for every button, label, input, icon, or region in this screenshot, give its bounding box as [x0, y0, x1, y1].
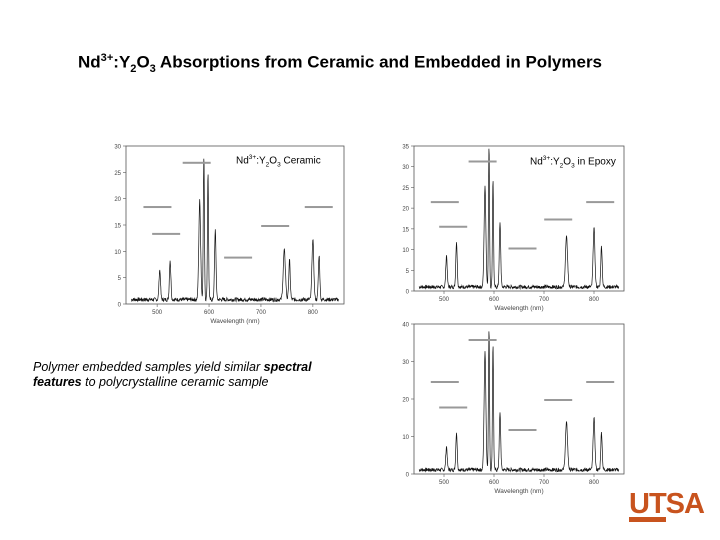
transition-annotation — [431, 201, 459, 203]
transition-annotation — [544, 219, 572, 221]
transition-annotation — [261, 225, 289, 227]
x-tick-label: 600 — [204, 310, 215, 316]
epoxy-plot-label: $Nd^{3+}:Y_2O_3$ in Epoxy — [530, 155, 616, 170]
x-tick-label: 500 — [152, 310, 163, 316]
transition-annotation — [143, 206, 171, 208]
transition-annotation — [305, 206, 333, 208]
ceramic-plot-label: $Nd^{3+}:Y_2O_3$ Ceramic — [236, 154, 321, 169]
y-tick-label: 30 — [402, 360, 409, 366]
x-tick-label: 500 — [438, 480, 450, 486]
y-tick-label: 20 — [402, 206, 409, 213]
transition-annotation — [509, 429, 537, 431]
y-tick-label: 35 — [402, 144, 409, 151]
ceramic-absorption-plot — [100, 140, 350, 330]
y-tick-label: 5 — [117, 276, 121, 283]
slide-title: $Nd^{3+}:Y_2O_3$ Absorptions from Ceramic and Embedded in Polymers — [78, 52, 603, 76]
x-axis-label: Wavelength (nm) — [210, 318, 260, 325]
slide-caption: Polymer embedded samples yield similar spectral features to polycrystalline ceramic sample — [33, 360, 312, 389]
utsa-logo: UTSA — [629, 488, 704, 520]
transition-annotation — [439, 226, 467, 228]
x-tick-label: 700 — [255, 310, 266, 316]
y-tick-label: 15 — [114, 223, 121, 230]
y-tick-label: 5 — [405, 268, 409, 275]
y-tick-label: 0 — [405, 289, 409, 296]
ceramic-plot-svg — [100, 140, 350, 330]
spectrum-trace — [131, 159, 338, 302]
y-tick-label: 25 — [114, 170, 121, 177]
transition-annotation — [509, 248, 537, 250]
x-tick-label: 700 — [538, 480, 550, 486]
x-tick-label: 800 — [307, 310, 318, 316]
x-axis-label: Wavelength (nm) — [494, 305, 544, 312]
transition-annotation — [586, 201, 614, 203]
x-axis-label: Wavelength (nm) — [494, 488, 544, 495]
hema-plot-svg — [390, 318, 630, 498]
hema-absorption-plot — [390, 318, 630, 498]
transition-annotation — [544, 399, 572, 401]
x-tick-label: 700 — [538, 297, 550, 303]
y-tick-label: 0 — [405, 472, 409, 479]
transition-annotation — [469, 339, 497, 341]
y-tick-label: 30 — [114, 144, 121, 151]
spectrum-trace — [419, 331, 619, 471]
transition-annotation — [586, 381, 614, 383]
x-tick-label: 800 — [588, 297, 600, 303]
y-tick-label: 20 — [402, 397, 409, 404]
y-tick-label: 10 — [114, 249, 121, 256]
y-tick-label: 25 — [402, 185, 409, 192]
spectrum-trace — [419, 149, 619, 289]
transition-annotation — [224, 257, 252, 259]
y-tick-label: 30 — [402, 165, 409, 172]
transition-annotation — [431, 381, 459, 383]
x-tick-label: 600 — [488, 297, 500, 303]
transition-annotation — [439, 407, 467, 409]
y-tick-label: 0 — [117, 302, 121, 309]
transition-annotation — [152, 233, 180, 235]
transition-annotation — [469, 161, 497, 163]
x-tick-label: 600 — [488, 480, 500, 486]
y-tick-label: 10 — [402, 248, 409, 255]
y-tick-label: 10 — [402, 435, 409, 441]
y-tick-label: 40 — [402, 322, 409, 329]
transition-annotation — [183, 162, 211, 164]
y-tick-label: 20 — [114, 197, 121, 204]
y-tick-label: 15 — [402, 227, 409, 234]
x-tick-label: 500 — [438, 297, 450, 303]
x-tick-label: 800 — [588, 480, 600, 486]
